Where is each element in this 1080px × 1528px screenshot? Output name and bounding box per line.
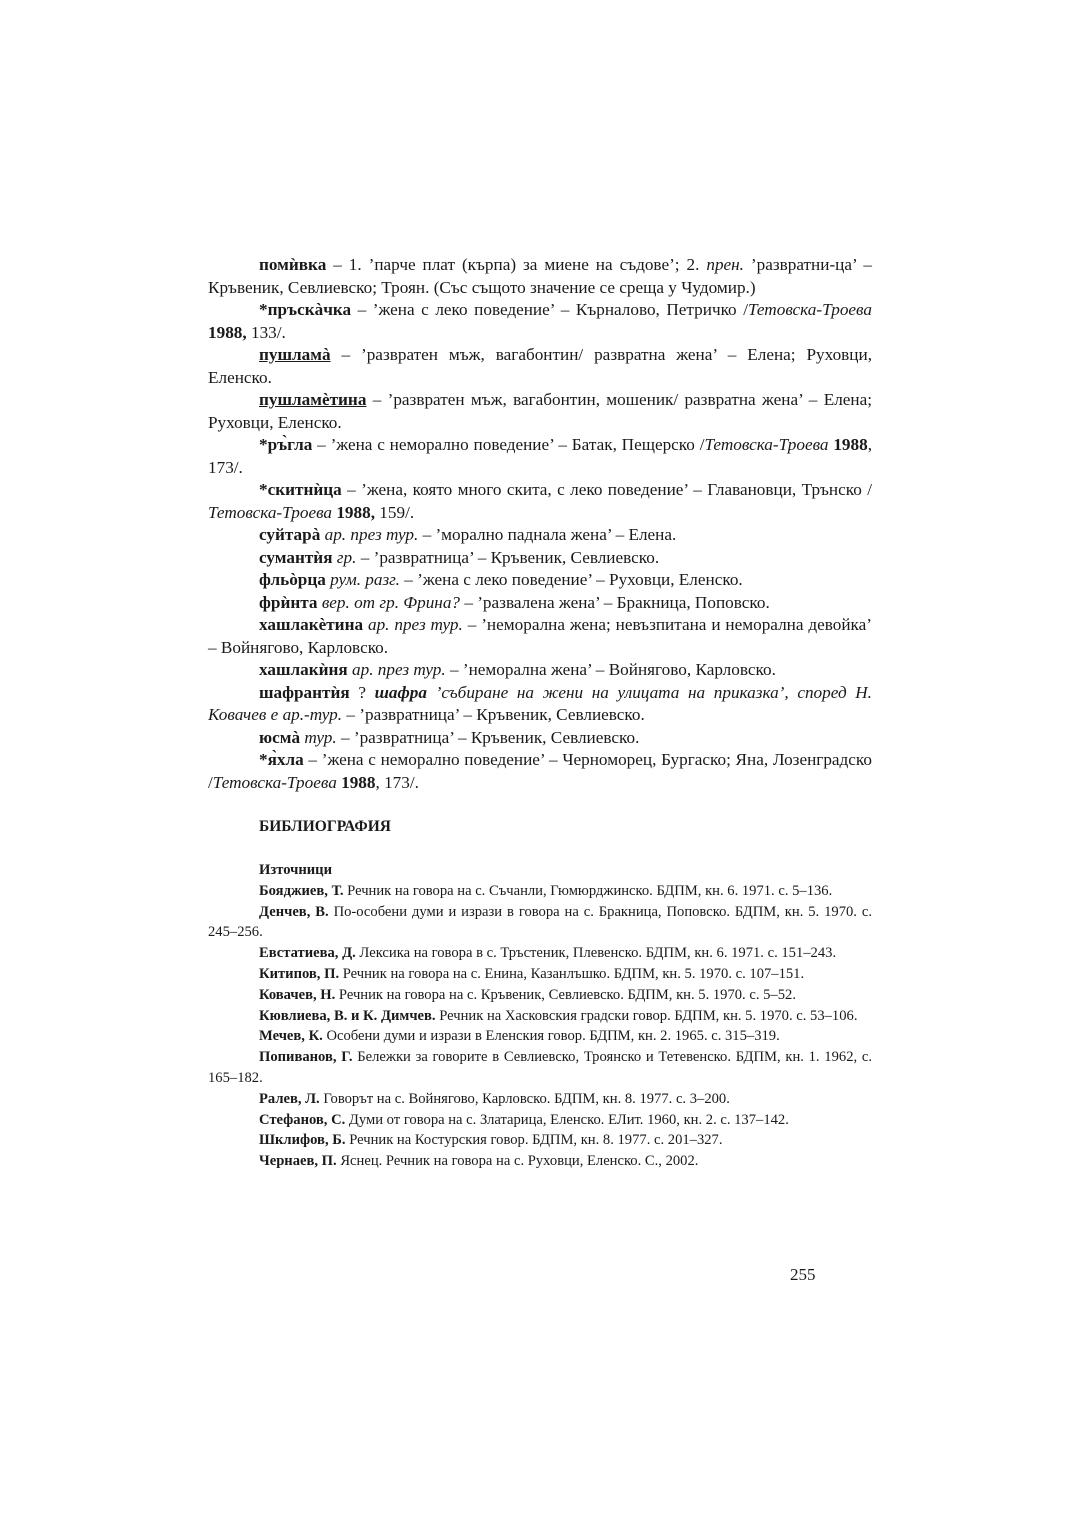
entry: хашлакѝня ар. през тур. – ’неморална жена’ – Войнягово, Карловско. [259,660,776,679]
bib-item: Шклифов, Б. Речник на Костурския говор. БДПМ, кн. 8. 1977. с. 201–327. [259,1132,723,1149]
entry: сумантѝя гр. – ’развратница’ – Кръвеник, Севлиевско. [259,547,660,567]
bib-item: Бояджиев, Т. Речник на говора на с. Съчанли, Гюмюрджинско. БДПМ, кн. 6. 1971. с. 5–136. [259,882,833,899]
bibliography-heading: БИБЛИОГРАФИЯ [259,818,391,835]
entry: фльòрца рум. разг. – ’жена с леко поведение’ – Руховци, Еленско. [259,570,743,589]
bib-item: Мечев, К. Особени думи и изрази в Еленския говор. БДПМ, кн. 2. 1965. с. 315–319. [259,1028,780,1045]
entry: пушламèтина – ’развратен мъж, вагабонтин, мошеник/ развратна жена’ – Елена; Руховци, Еленско. [208,390,872,432]
page-number: 255 [790,1265,816,1284]
entry: пушламà – ’развратен мъж, вагабонтин/ развратна жена’ – Елена; Руховци, Еленско. [208,345,872,387]
bib-item: Денчев, В. По-особени думи и изрази в говора на с. Бракница, Поповско. БДПМ, кн. 5. 1970. с. 245–256. [208,903,872,941]
bib-item: Кювлиева, В. и К. Димчев. Речник на Хасковския градски говор. БДПМ, кн. 5. 1970. с. 53–106. [259,1007,858,1024]
entry: хашлакèтина ар. през тур. – ’неморална жена; невъзпитана и неморална девойка’ – Войнягово, Карловско. [208,615,872,657]
bib-item: Стефанов, С. Думи от говора на с. Златарица, Еленско. ЕЛит. 1960, кн. 2. с. 137–142. [259,1111,789,1128]
bib-item: Евстатиева, Д. Лексика на говора в с. Тръстеник, Плевенско. БДПМ, кн. 6. 1971. с. 151–243. [259,945,837,962]
sources-subheading: Източници [259,862,332,878]
bib-item: Китипов, П. Речник на говора на с. Енина, Казанлъшко. БДПМ, кн. 5. 1970. с. 107–151. [259,965,805,982]
entry: *пръскàчка – ’жена с леко поведение’ – Кърналово, Петричко /Тетовска-Троева 1988, 133/. [208,300,872,342]
entry: фрѝнта вер. от гр. Фрина? – ’развалена жена’ – Бракница, Поповско. [259,592,770,612]
dictionary-entries [208,254,872,794]
bibliography-sources [208,860,872,1172]
bib-item: Чернаев, П. Яснец. Речник на говора на с. Руховци, Еленско. С., 2002. [259,1153,699,1170]
entry: *скитнѝца – ’жена, която много скита, с леко поведение’ – Главановци, Трънско /Тетовска-Троева 1988, 159/. [208,480,872,522]
entry: *я̀хла – ’жена с неморално поведение’ – Черноморец, Бургаско; Яна, Лозенградско /Тетовска-Троева 1988, 173/. [208,750,872,792]
entry: шафрантѝя ? шафра ’събиране на жени на улицата на приказка’, според Н. Ковачев е ар.-тур. – ’развратница’ – Кръвеник, Севлиевско. [208,682,872,724]
entry: юсмà тур. – ’развратница’ – Кръвеник, Севлиевско. [259,727,640,747]
entry: *ръ̀гла – ’жена с неморално поведение’ – Батак, Пещерско /Тетовска-Троева 1988, 173/. [208,435,873,477]
bib-item: Ралев, Л. Говорът на с. Войнягово, Карловско. БДПМ, кн. 8. 1977. с. 3–200. [259,1090,730,1107]
bib-item: Ковачев, Н. Речник на говора на с. Кръвеник, Севлиевско. БДПМ, кн. 5. 1970. с. 5–52. [259,986,796,1003]
entry: суйтарà ар. през тур. – ’морално паднала жена’ – Елена. [259,525,677,544]
entry: помѝвка – 1. ’парче плат (кърпа) за миене на съдове’; 2. прен. ’развратни-ца’ – Кръвеник, Севлиевско; Троян. (Със същото значение се среща у Чудомир.) [208,255,872,297]
bib-item: Попиванов, Г. Бележки за говорите в Севлиевско, Троянско и Тетевенско. БДПМ, кн. 1. 1962, с. 165–182. [208,1049,872,1086]
